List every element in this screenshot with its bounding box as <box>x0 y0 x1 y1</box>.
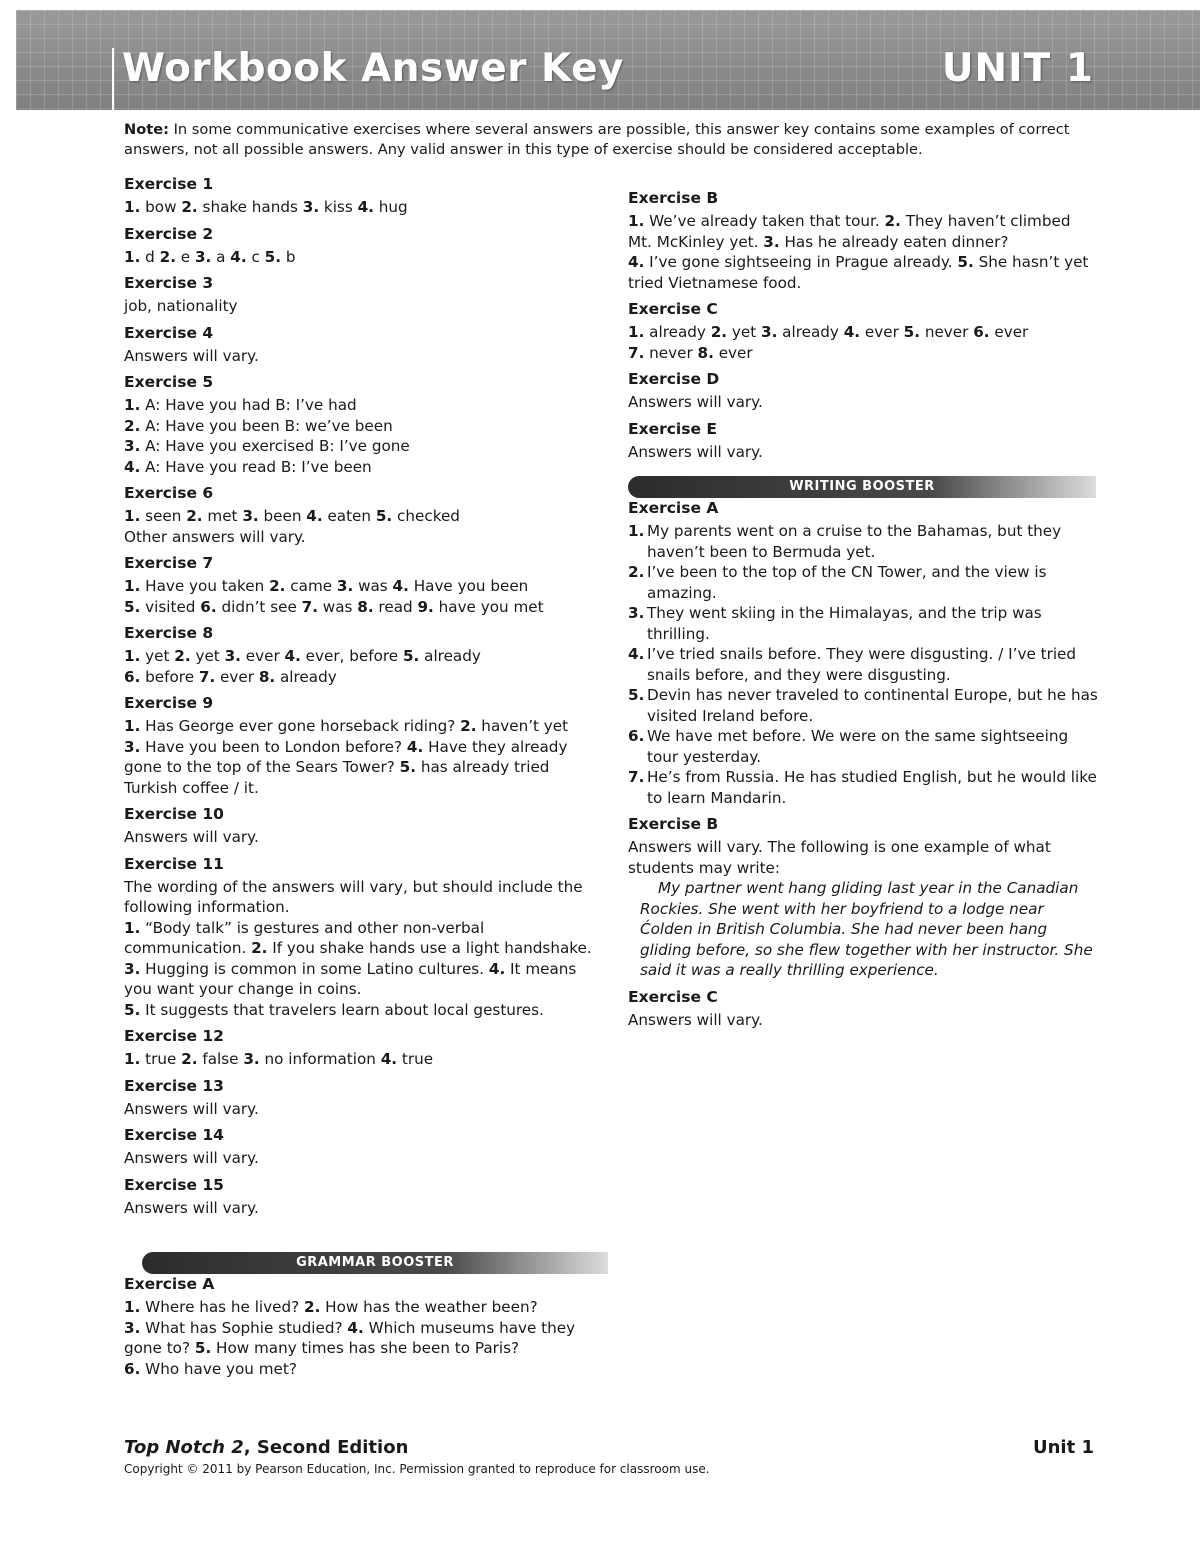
list-item <box>628 726 1098 767</box>
exercise-answer: Answers will vary. <box>124 346 259 365</box>
exercise-2 <box>124 224 594 268</box>
exercise-d <box>628 369 1098 413</box>
exercise-title: Exercise 11 <box>124 854 224 873</box>
exercise-5 <box>124 372 594 477</box>
item-number: 7. <box>628 768 645 786</box>
exercise-7 <box>124 553 594 617</box>
book-name: Top Notch 2 <box>124 1437 244 1458</box>
exercise-answer: job, nationality <box>124 297 238 315</box>
exercise-answer: 1. Has George ever gone horseback riding? 2. haven’t yet 3. Have you been to London before? 4. Have they already gone to the top of the Sears Tower? 5. has already tried Turkish coffee / it. <box>124 717 569 797</box>
header-divider <box>112 48 114 110</box>
exercise-answer: Answers will vary. <box>628 393 763 411</box>
item-number: 6. <box>628 727 645 745</box>
answer-list <box>628 521 1098 808</box>
exercise-title: Exercise B <box>628 189 719 207</box>
exercise-title: Exercise 8 <box>124 624 214 642</box>
exercise-title: Exercise C <box>628 300 718 318</box>
exercise-title: Exercise 7 <box>124 554 214 572</box>
exercise-answer: 1. d 2. e 3. a 4. c 5. b <box>124 247 296 266</box>
exercise-c <box>628 299 1098 363</box>
exercise-answer: Answers will vary. <box>124 1099 259 1118</box>
list-item <box>628 603 1098 644</box>
writing-booster-banner: WRITING BOOSTER <box>628 476 1096 498</box>
item-number: 1. <box>628 522 645 540</box>
book-edition: , Second Edition <box>243 1437 409 1458</box>
exercise-title: Exercise 10 <box>124 805 224 823</box>
exercise-title: Exercise 9 <box>124 694 214 712</box>
exercise-answer: Answers will vary. <box>628 442 763 461</box>
footer-unit: Unit 1 <box>1033 1437 1094 1458</box>
list-item <box>628 685 1098 726</box>
exercise-answer: 1. seen 2. met 3. been 4. eaten 5. checked Other answers will vary. <box>124 507 460 546</box>
exercise-title: Exercise A <box>124 1275 215 1293</box>
exercise-title: Exercise A <box>628 499 719 517</box>
note-paragraph <box>124 120 1084 160</box>
footer-book-title <box>124 1437 408 1458</box>
exercise-answer: 1. bow 2. shake hands 3. kiss 4. hug <box>124 198 408 216</box>
exercise-title: Exercise 2 <box>124 224 214 243</box>
exercise-10 <box>124 804 594 848</box>
item-text: I’ve tried snails before. They were disgusting. / I’ve tried snails before, and they were disgusting. <box>647 645 1077 684</box>
unit-label: UNIT 1 <box>941 46 1094 91</box>
right-column <box>628 188 1098 1036</box>
list-item <box>628 767 1098 808</box>
item-text: We have met before. We were on the same sightseeing tour yesterday. <box>647 727 1069 766</box>
exercise-title: Exercise 12 <box>124 1027 224 1045</box>
list-item <box>628 644 1098 685</box>
exercise-title: Exercise 1 <box>124 175 214 193</box>
exercise-14 <box>124 1125 594 1169</box>
exercise-title: Exercise 4 <box>124 323 214 342</box>
item-number: 5. <box>628 686 645 704</box>
exercise-title: Exercise C <box>628 987 718 1006</box>
exercise-1 <box>124 174 594 218</box>
item-number: 4. <box>628 645 645 663</box>
exercise-title: Exercise 6 <box>124 484 214 502</box>
exercise-9 <box>124 693 594 798</box>
page-title: Workbook Answer Key <box>122 46 624 91</box>
item-text: I’ve been to the top of the CN Tower, and the view is amazing. <box>647 563 1047 602</box>
exercise-answer: Answers will vary. <box>124 1149 259 1167</box>
note-text: In some communicative exercises where several answers are possible, this answer key contains some examples of correct answers, not all possible answers. Any valid answer in this type of exercise should be considered acceptable. <box>124 121 1070 158</box>
exercise-answer: 1. Where has he lived? 2. How has the weather been? 3. What has Sophie studied? 4. Which museums have they gone to? 5. How many times has she been to Paris? 6. Who have you met? <box>124 1298 576 1378</box>
exercise-answer: Answers will vary. <box>628 1010 763 1029</box>
exercise-11 <box>124 854 594 1021</box>
item-text: He’s from Russia. He has studied English, but he would like to learn Mandarin. <box>647 768 1097 807</box>
exercise-title: Exercise 14 <box>124 1126 224 1144</box>
item-text: Devin has never traveled to continental Europe, but he has visited Ireland before. <box>647 686 1098 725</box>
exercise-4 <box>124 323 594 367</box>
exercise-title: Exercise 13 <box>124 1076 224 1095</box>
grammar-booster-banner: GRAMMAR BOOSTER <box>142 1252 608 1274</box>
exercise-title: Exercise B <box>628 815 719 833</box>
note-label: Note: <box>124 121 169 138</box>
item-text: My parents went on a cruise to the Bahamas, but they haven’t been to Bermuda yet. <box>647 522 1062 561</box>
item-text: They went skiing in the Himalayas, and the trip was thrilling. <box>647 604 1042 643</box>
copyright-notice: Copyright © 2011 by Pearson Education, Inc. Permission granted to reproduce for classroom use. <box>124 1462 710 1476</box>
exercise-12 <box>124 1026 594 1070</box>
exercise-answer: 1. Have you taken 2. came 3. was 4. Have you been 5. visited 6. didn’t see 7. was 8. read 9. have you met <box>124 577 544 616</box>
exercise-answer: Answers will vary. <box>124 1198 259 1217</box>
exercise-6 <box>124 483 594 547</box>
exercise-title: Exercise D <box>628 370 720 388</box>
exercise-answer: Answers will vary. <box>124 828 259 846</box>
exercise-answer: The wording of the answers will vary, but should include the following information. 1. “Body talk” is gestures and other non-verbal communication. 2. If you shake hands use a light handshake. 3. Hugging is common in some Latino cultures. 4. It means you want your change in coins. 5. It suggests that travelers learn about local gestures. <box>124 877 592 1019</box>
grammar-booster-exercise-a <box>124 1274 594 1379</box>
exercise-answer: 1. yet 2. yet 3. ever 4. ever, before 5. already 6. before 7. ever 8. already <box>124 647 481 686</box>
exercise-title: Exercise 3 <box>124 274 214 292</box>
item-number: 3. <box>628 604 645 622</box>
exercise-3 <box>124 273 594 317</box>
exercise-b <box>628 188 1098 293</box>
exercise-answer: 1. A: Have you had B: I’ve had 2. A: Have you been B: we’ve been 3. A: Have you exercised B: I’ve gone 4. A: Have you read B: I’ve been <box>124 396 410 476</box>
exercise-8 <box>124 623 594 687</box>
writing-booster-exercise-c <box>628 987 1098 1031</box>
example-paragraph: My partner went hang gliding last year in the Canadian Rockies. She went with her boyfriend to a lodge near Ćolden in British Columbia. She had never been hang gliding before, so she flew together with her instructor. She said it was a really thrilling experience. <box>640 879 1093 979</box>
list-item <box>628 521 1098 562</box>
exercise-intro: Answers will vary. The following is one example of what students may write: <box>628 838 1051 877</box>
writing-booster-exercise-a <box>628 498 1098 808</box>
exercise-15 <box>124 1175 594 1219</box>
exercise-title: Exercise 15 <box>124 1175 224 1194</box>
exercise-answer: 1. already 2. yet 3. already 4. ever 5. never 6. ever 7. never 8. ever <box>628 323 1029 362</box>
exercise-answer: 1. true 2. false 3. no information 4. true <box>124 1050 434 1068</box>
exercise-answer: 1. We’ve already taken that tour. 2. They haven’t climbed Mt. McKinley yet. 3. Has he already eaten dinner? 4. I’ve gone sightseeing in Prague already. 5. She hasn’t yet tried Vietnamese food. <box>628 212 1089 292</box>
left-column <box>124 174 594 1385</box>
writing-booster-exercise-b <box>628 814 1098 981</box>
exercise-13 <box>124 1076 594 1120</box>
exercise-title: Exercise 5 <box>124 373 214 391</box>
exercise-title: Exercise E <box>628 419 717 438</box>
exercise-e <box>628 419 1098 463</box>
item-number: 2. <box>628 563 645 581</box>
list-item <box>628 562 1098 603</box>
